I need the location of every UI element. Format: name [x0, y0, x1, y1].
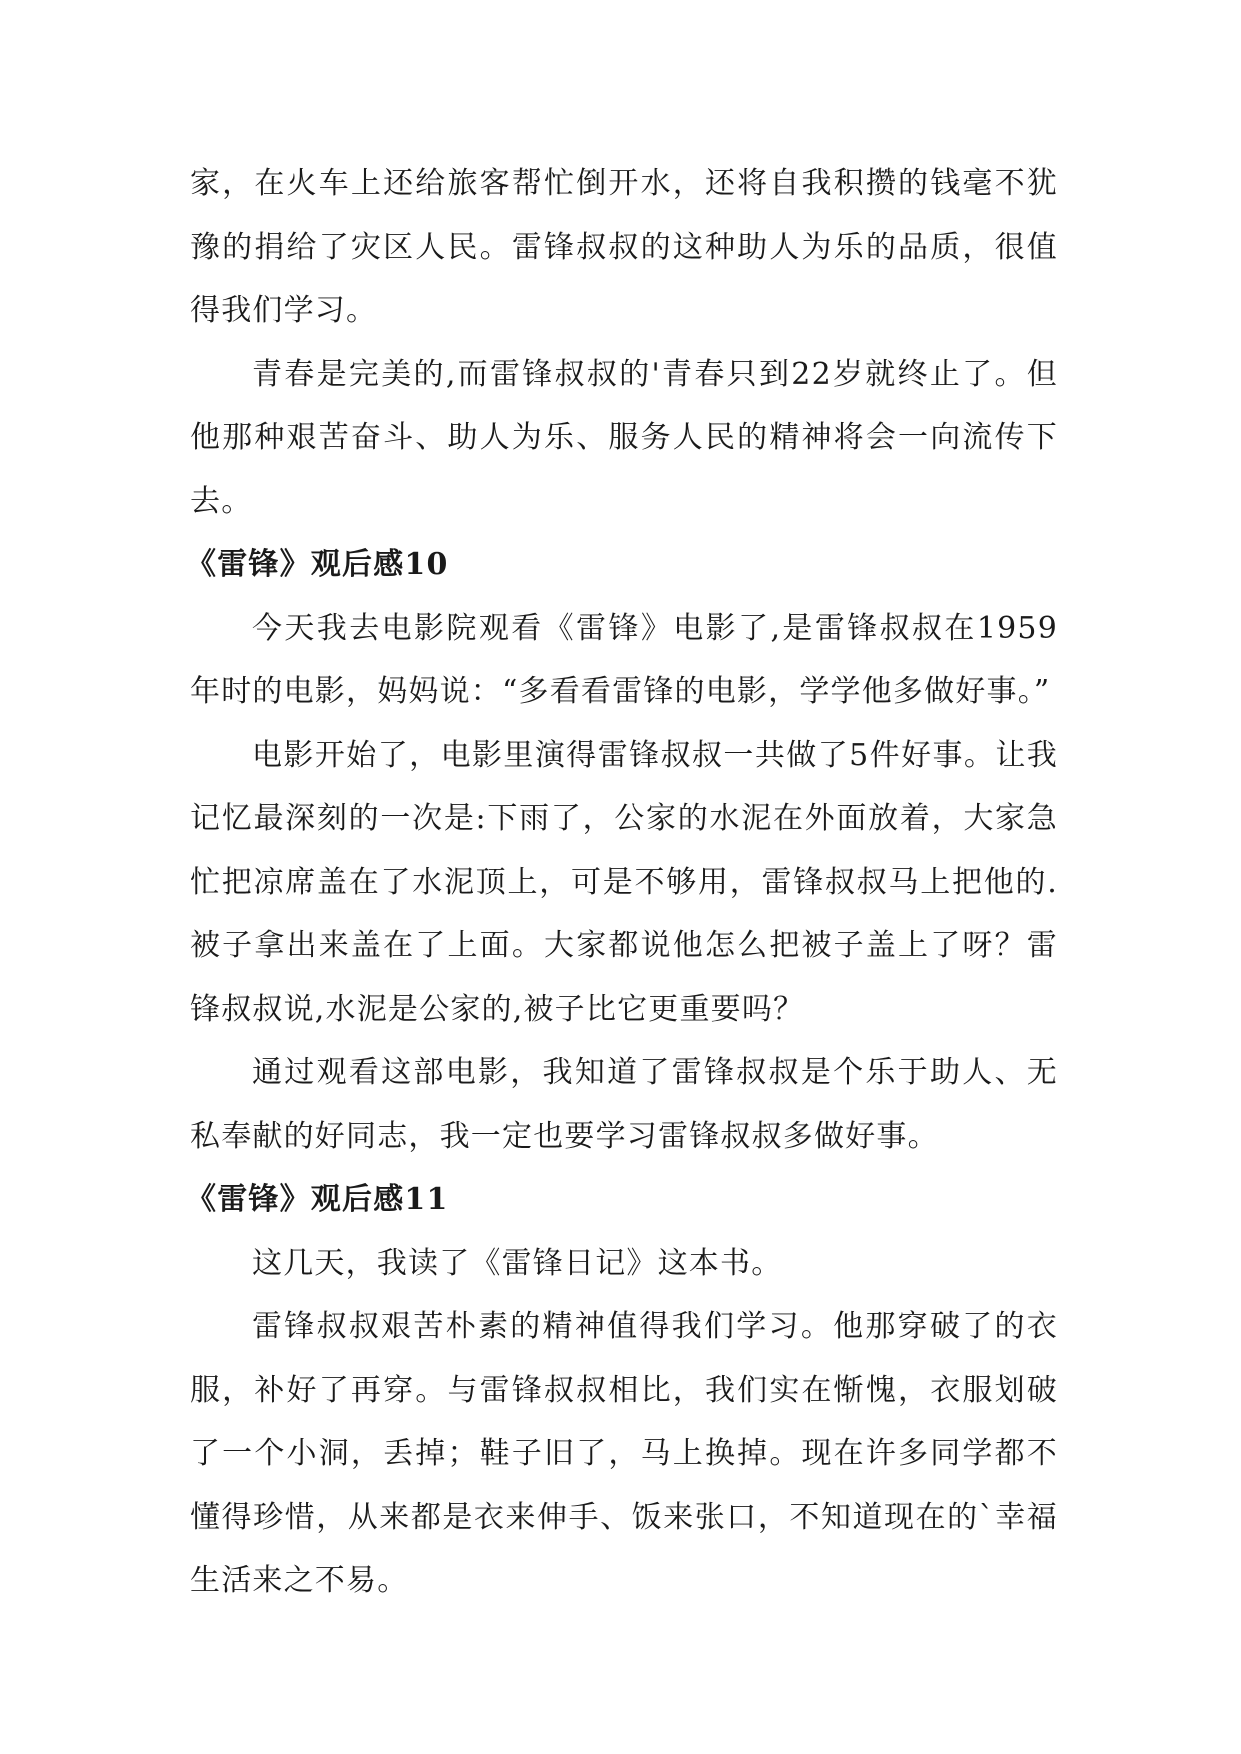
paragraph-continuation: 家，在火车上还给旅客帮忙倒开水，还将自我积攒的钱毫不犹豫的捐给了灾区人民。雷锋叔叔的这种助人为乐的品质，很值得我们学习。 [190, 166, 1058, 328]
section-heading-10: 《雷锋》观后感10 [186, 547, 449, 582]
paragraph-conclusion: 通过观看这部电影，我知道了雷锋叔叔是个乐于助人、无私奉献的好同志，我一定也要学习雷锋叔叔多做好事。 [190, 1055, 1058, 1154]
section-heading-11: 《雷锋》观后感11 [186, 1182, 449, 1217]
paragraph-diary: 这几天，我读了《雷锋日记》这本书。 [252, 1245, 783, 1281]
paragraph-youth: 青春是完美的,而雷锋叔叔的'青春只到22岁就终止了。但他那种艰苦奋斗、助人为乐、服务人民的精神将会一向流传下去。 [190, 356, 1058, 519]
paragraph-frugality: 雷锋叔叔艰苦朴素的精神值得我们学习。他那穿破了的衣服，补好了再穿。与雷锋叔叔相比，我们实在惭愧，衣服划破了一个小洞，丢掉；鞋子旧了，马上换掉。现在许多同学都不懂得珍惜，从来都是衣来伸手、饭来张口，不知道现在的`幸福生活来之不易。 [190, 1309, 1058, 1598]
paragraph-cinema: 今天我去电影院观看《雷锋》电影了,是雷锋叔叔在1959年时的电影，妈妈说：“多看看雷锋的电影，学学他多做好事。” [190, 610, 1058, 709]
document-page [186, 152, 1058, 1613]
paragraph-good-deeds: 电影开始了，电影里演得雷锋叔叔一共做了5件好事。让我记忆最深刻的一次是:下雨了，公家的水泥在外面放着，大家急忙把凉席盖在了水泥顶上，可是不够用，雷锋叔叔马上把他的.被子拿出来盖在了上面。大家都说他怎么把被子盖上了呀？雷锋叔叔说,水泥是公家的,被子比它更重要吗？ [190, 737, 1058, 1027]
